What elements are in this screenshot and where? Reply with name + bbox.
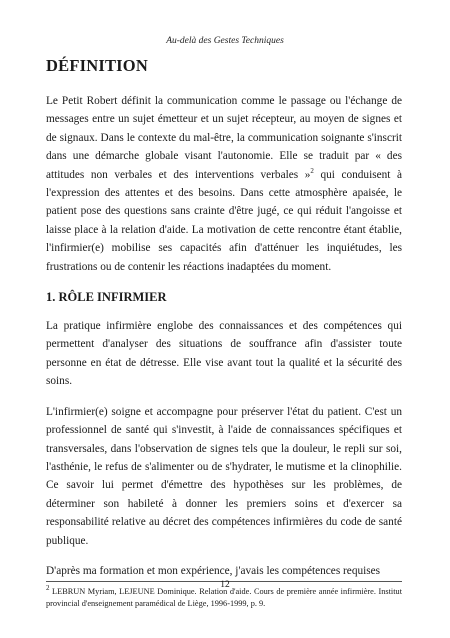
subsection-title: 1. RÔLE INFIRMIER <box>46 290 167 305</box>
footnote-marker: 2 <box>46 584 50 593</box>
footnote-text: LEBRUN Myriam, LEJEUNE Dominique. Relation d'aide. Cours de première année infirmière. Institut provincial d'enseignement paramédical de Liège, 1996-1999, p. 9. <box>46 587 402 609</box>
page-number: 12 <box>220 580 230 590</box>
definition-text-end: qui conduisent à l'expression des attentes et des besoins. Dans cette atmosphère apaisée, le patient pose des questions sans crainte d'être jugé, ce qui réduit l'angoisse et laisse place à la relation d'aide. La motivation de cette rencontre étant établie, l'infirmier(e) mobilise ses capacités afin d'atténuer les inquiétudes, les frustrations ou de contenir les réactions inadaptées du moment. <box>46 168 402 273</box>
page-content <box>46 56 402 610</box>
section-title: DÉFINITION <box>46 56 148 75</box>
definition-text-start: Le Petit Robert définit la communication comme le passage ou l'échange de messages entre un sujet émetteur et un sujet récepteur, au moyen de signes et de signaux. Dans le contexte du mal-être, la communication soignante s'inscrit dans une démarche globale visant l'autonomie. Elle se traduit par « des attitudes non verbales et des interventions verbales » <box>46 95 402 181</box>
body-paragraph-continued: D'après ma formation et mon expérience, j'avais les compétences requises <box>46 564 381 577</box>
definition-paragraph <box>46 92 402 276</box>
body-paragraph: L'infirmier(e) soigne et accompagne pour préserver l'état du patient. C'est un professionnel de santé qui s'investit, à l'aide de connaissances spécifiques et transversales, dans l'observation de signes tels que la douleur, le repli sur soi, l'asthénie, le refus de s'alimenter ou de s'hydrater, le mutisme et la clinophilie. Ce savoir lui permet d'émettre des hypothèses sur les problèmes, de déterminer son habileté à donner les premiers soins et d'exercer sa responsabilité relative au décret des compétences infirmières du code de santé publique. <box>46 405 402 547</box>
footnote-reference: 2 <box>310 166 314 175</box>
body-paragraph: La pratique infirmière englobe des connaissances et des compétences qui permettent d'analyser des situations de souffrance afin d'assister toute personne en état de détresse. Elle vise avant tout la qualité et la sécurité des soins. <box>46 320 402 388</box>
running-header: Au-delà des Gestes Techniques <box>166 36 284 46</box>
